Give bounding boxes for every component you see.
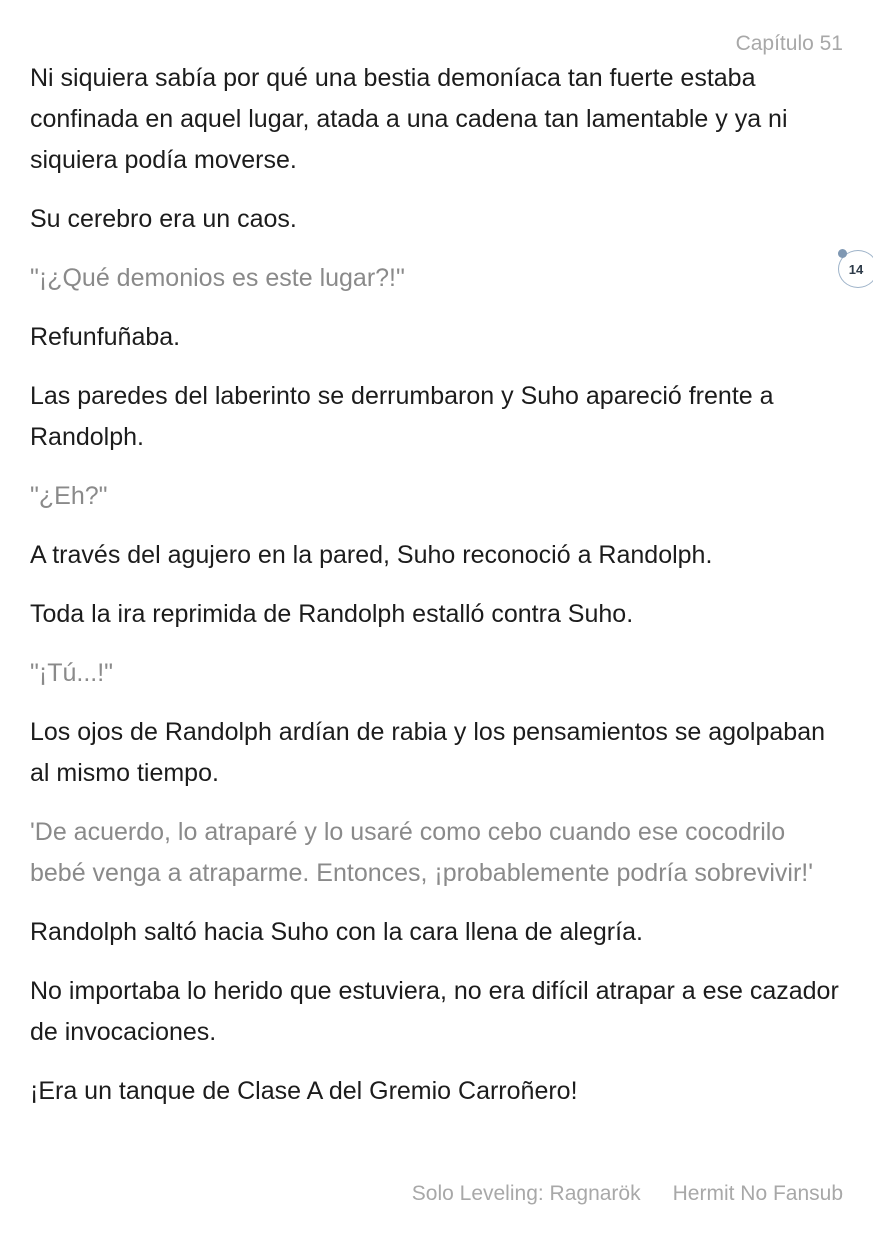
chapter-text [30, 58, 845, 1130]
paragraph: Los ojos de Randolph ardían de rabia y los pensamientos se agolpaban al mismo tiempo. [30, 718, 825, 787]
comment-bubble-icon[interactable] [838, 250, 873, 288]
paragraph: Las paredes del laberinto se derrumbaron y Suho apareció frente a Randolph. [30, 382, 774, 451]
paragraph: Refunfuñaba. [30, 323, 181, 351]
translator-credit: Hermit No Fansub [672, 1182, 843, 1205]
bubble-dot [838, 249, 847, 258]
paragraph: No importaba lo herido que estuviera, no era difícil atrapar a ese cazador de invocaciones. [30, 977, 839, 1046]
paragraph: Su cerebro era un caos. [30, 205, 297, 233]
paragraph: Randolph saltó hacia Suho con la cara llena de alegría. [30, 918, 643, 946]
paragraph: Toda la ira reprimida de Randolph estalló contra Suho. [30, 600, 634, 628]
paragraph: Ni siquiera sabía por qué una bestia demoníaca tan fuerte estaba confinada en aquel lugar, atada a una cadena tan lamentable y ya ni siquiera podía moverse. [30, 64, 788, 174]
paragraph: ¡Era un tanque de Clase A del Gremio Carroñero! [30, 1077, 578, 1105]
chapter-label: Capítulo 51 [735, 32, 843, 55]
dialogue-line: "¡¿Qué demonios es este lugar?!" [30, 264, 405, 292]
dialogue-line: "¿Eh?" [30, 482, 108, 510]
dialogue-line: "¡Tú...!" [30, 659, 114, 687]
comment-count: 14 [848, 261, 864, 277]
thought-line: 'De acuerdo, lo atraparé y lo usaré como cebo cuando ese cocodrilo bebé venga a atraparme. Entonces, ¡probablemente podría sobrevivir!' [30, 818, 814, 887]
footer [412, 1182, 843, 1206]
book-title: Solo Leveling: Ragnarök [411, 1182, 641, 1205]
paragraph: A través del agujero en la pared, Suho reconoció a Randolph. [30, 541, 713, 569]
